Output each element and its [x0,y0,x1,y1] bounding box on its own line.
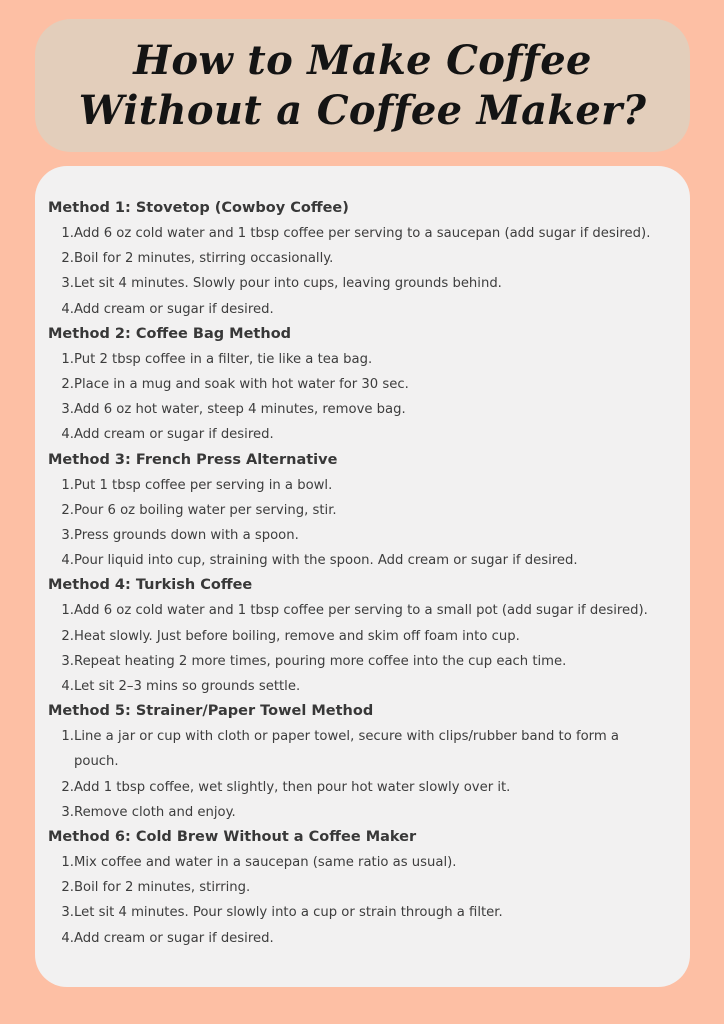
step-text: Boil for 2 minutes, stirring occasionally. [74,251,334,267]
method-heading: Method 1: Stovetop (Cowboy Coffee) [48,200,349,216]
step-number: 3. [61,402,74,418]
title-line-2: Without a Coffee Maker? [78,86,647,134]
steps-list [48,850,690,951]
step-text: Repeat heating 2 more times, pouring more coffee into the cup each time. [74,653,567,669]
step-number: 4. [61,930,74,946]
list-item [48,271,690,296]
step-number: 4. [61,679,74,695]
step-number: 3. [61,276,74,292]
step-text: Add 1 tbsp coffee, wet slightly, then pour hot water slowly over it. [74,779,511,795]
list-item [48,900,690,925]
step-text: Add cream or sugar if desired. [74,301,274,317]
steps-list [48,598,690,699]
list-item [48,473,690,498]
list-item [48,649,690,674]
list-item [48,598,690,623]
step-text: Remove cloth and enjoy. [74,804,236,820]
step-text: Put 2 tbsp coffee in a filter, tie like a tea bag. [74,351,373,367]
step-number: 1. [61,729,74,745]
method-section [48,825,690,951]
list-item [48,674,690,699]
method-section [48,448,690,574]
step-number: 1. [61,855,74,871]
step-number: 2. [61,251,74,267]
list-item [48,875,690,900]
step-text: Heat slowly. Just before boiling, remove and skim off foam into cup. [74,628,520,644]
list-item [48,800,690,825]
step-number: 4. [61,301,74,317]
list-item [48,548,690,573]
step-number: 3. [61,653,74,669]
list-item [48,850,690,875]
method-heading: Method 4: Turkish Coffee [48,577,253,594]
list-item [48,246,690,271]
step-number: 3. [61,528,74,544]
step-text: Let sit 4 minutes. Slowly pour into cups, leaving grounds behind. [74,276,502,292]
step-text: Line a jar or cup with cloth or paper towel, secure with clips/rubber band to form a pouch. [74,729,619,770]
list-item [48,372,690,397]
steps-list [48,724,690,825]
step-text: Press grounds down with a spoon. [74,528,299,544]
step-text: Place in a mug and soak with hot water for 30 sec. [74,377,409,393]
step-number: 4. [61,427,74,443]
method-section [48,699,690,825]
step-text: Mix coffee and water in a saucepan (same ratio as usual). [74,855,457,871]
step-number: 2. [61,880,74,896]
list-item [48,347,690,372]
method-heading: Method 2: Coffee Bag Method [48,325,292,342]
list-item [48,724,690,774]
method-heading: Method 6: Cold Brew Without a Coffee Maker [48,829,417,846]
page-title [79,36,647,136]
step-number: 2. [61,628,74,644]
list-item [48,523,690,548]
step-text: Add 6 oz cold water and 1 tbsp coffee per serving to a small pot (add sugar if desired). [74,603,648,619]
method-heading: Method 3: French Press Alternative [48,451,338,468]
step-number: 1. [61,603,74,619]
steps-list [48,221,690,322]
step-text: Boil for 2 minutes, stirring. [74,880,251,896]
list-item [48,397,690,422]
list-item [48,422,690,447]
methods-list [48,196,690,951]
title-card [35,19,690,152]
step-number: 2. [61,779,74,795]
steps-list [48,473,690,574]
step-number: 3. [61,905,74,921]
step-text: Add 6 oz hot water, steep 4 minutes, remove bag. [74,402,406,418]
step-text: Let sit 4 minutes. Pour slowly into a cup or strain through a filter. [74,905,503,921]
list-item [48,297,690,322]
steps-list [48,347,690,448]
step-text: Put 1 tbsp coffee per serving in a bowl. [74,477,333,493]
step-number: 2. [61,377,74,393]
step-text: Pour liquid into cup, straining with the spoon. Add cream or sugar if desired. [74,553,578,569]
method-section [48,573,690,699]
method-section [48,196,690,322]
method-heading: Method 5: Strainer/Paper Towel Method [48,703,374,720]
list-item [48,221,690,246]
step-text: Let sit 2–3 mins so grounds settle. [74,679,301,695]
list-item [48,926,690,951]
step-text: Add 6 oz cold water and 1 tbsp coffee per serving to a saucepan (add sugar if desired). [74,226,651,241]
method-section [48,322,690,448]
step-number: 2. [61,502,74,518]
content-card [35,166,690,987]
title-line-1: How to Make Coffee [133,36,592,84]
step-text: Add cream or sugar if desired. [74,427,274,443]
list-item [48,498,690,523]
step-text: Add cream or sugar if desired. [74,930,274,946]
step-text: Pour 6 oz boiling water per serving, stir. [74,502,337,518]
step-number: 1. [61,226,74,241]
step-number: 4. [61,553,74,569]
step-number: 3. [61,804,74,820]
list-item [48,775,690,800]
list-item [48,624,690,649]
step-number: 1. [61,477,74,493]
step-number: 1. [61,351,74,367]
